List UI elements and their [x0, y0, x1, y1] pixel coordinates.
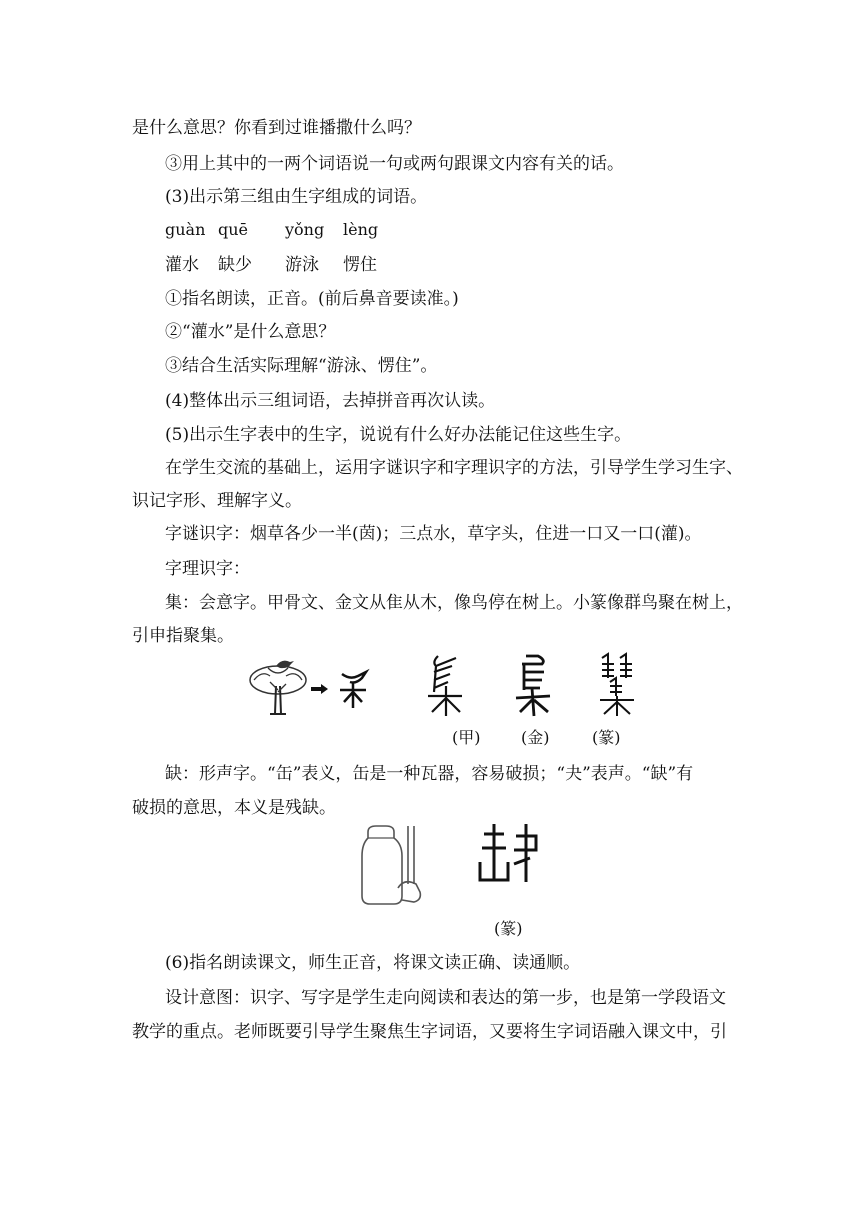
bronze-ji-glyph [512, 652, 556, 718]
caption-bronze: (金) [521, 728, 550, 747]
pottery-jar-illustration [358, 822, 430, 908]
ji-explanation: 引申指聚集。 [132, 626, 234, 646]
step-line: ③结合生活实际理解“游泳、愣住”。 [165, 356, 438, 376]
paragraph-line: ③用上其中的一两个词语说一句或两句跟课文内容有关的话。 [165, 154, 624, 174]
bird-on-tree-icon [248, 656, 308, 716]
step-line: ①指名朗读，正音。(前后鼻音要读准。) [165, 289, 459, 309]
que-explanation: 破损的意思，本义是残缺。 [132, 798, 336, 818]
step-line: (4)整体出示三组词语，去掉拼音再次认读。 [165, 391, 496, 411]
oracle-bone-ji-glyph [422, 652, 470, 718]
word-lengzhu: 愣住 [343, 255, 377, 275]
paragraph-line: 识记字形、理解字义。 [132, 491, 302, 511]
caption-oracle: (甲) [452, 728, 481, 747]
pinyin-yong: yǒng [285, 220, 325, 239]
riddle-line: 字谜识字：烟草各少一半(茵)；三点水，草字头，住进一口又一口(灌)。 [165, 524, 702, 544]
caption-seal: (篆) [592, 728, 621, 747]
word-youyong: 游泳 [285, 255, 319, 275]
seal-script-ji-glyph [594, 652, 640, 718]
step-line: ②“灌水”是什么意思？ [165, 322, 336, 342]
ji-explanation: 集：会意字。甲骨文、金文从隹从木，像鸟停在树上。小篆像群鸟聚在树上， [165, 593, 743, 613]
bird-tree-glyph-icon [336, 668, 370, 710]
arrow-right-icon [310, 683, 330, 695]
zili-heading: 字理识字： [165, 559, 250, 579]
pinyin-leng: lèng [343, 220, 379, 239]
caption-seal-que: (篆) [494, 919, 523, 938]
que-explanation: 缺：形声字。“缶”表义，缶是一种瓦器，容易破损；“夬”表声。“缺”有 [165, 764, 694, 784]
design-intent: 教学的重点。老师既要引导学生聚焦生字词语，又要将生字词语融入课文中，引 [132, 1022, 727, 1042]
pinyin-guan: guàn [165, 220, 206, 239]
step-line: (6)指名朗读课文，师生正音，将课文读正确、读通顺。 [165, 953, 581, 973]
paragraph-line: (3)出示第三组由生字组成的词语。 [165, 187, 428, 207]
paragraph-line: 在学生交流的基础上，运用字谜识字和字理识字的方法，引导学生学习生字、 [165, 458, 743, 478]
word-guanshui: 灌水 [165, 255, 199, 275]
paragraph-line: 是什么意思？你看到过谁播撒什么吗？ [132, 118, 421, 138]
pinyin-que: quē [218, 220, 249, 239]
word-queshao: 缺少 [218, 255, 252, 275]
seal-script-que-glyph [474, 822, 538, 886]
design-intent: 设计意图：识字、写字是学生走向阅读和表达的第一步，也是第一学段语文 [165, 988, 726, 1008]
step-line: (5)出示生字表中的生字，说说有什么好办法能记住这些生字。 [165, 425, 632, 445]
